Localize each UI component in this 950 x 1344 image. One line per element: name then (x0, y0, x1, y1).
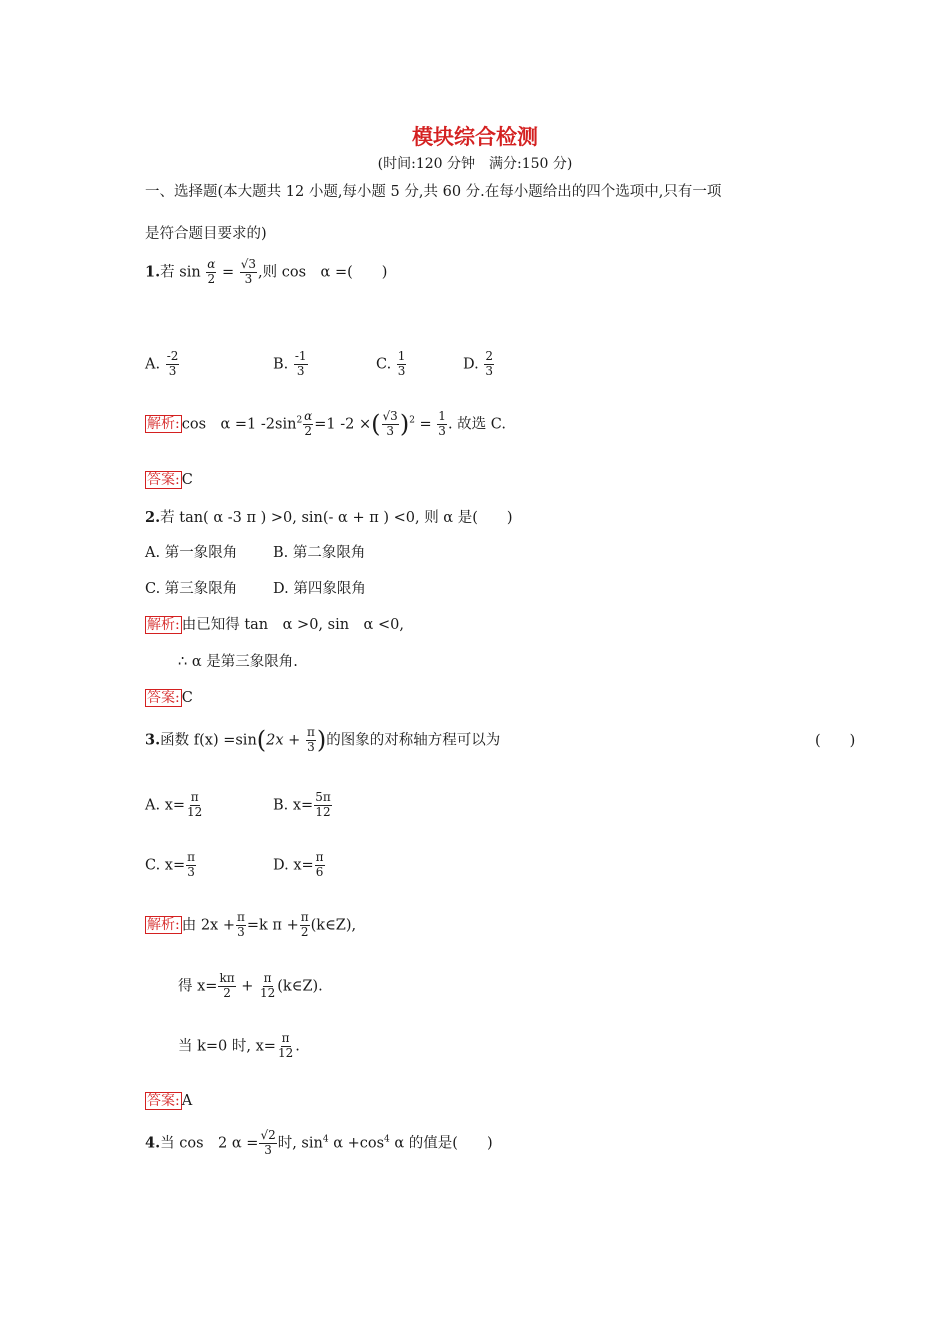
question-3-analysis: 解析: 由 2x + $\frac{\pi}{3}$ =k π + $\frac{\pi}{2}$ (k∈Z), (147, 910, 357, 939)
analysis-label: 解析: (147, 617, 180, 633)
question-1-stem: 1.若 sin $\frac{\alpha}{2}$ = $\frac{√3}{3}$ ,则 cos α =( ) (145, 257, 388, 286)
option-c: C. $\frac{1}{3}$ (376, 349, 406, 378)
question-2-analysis: 解析: 由已知得 tan α >0, sin α <0, (147, 617, 404, 633)
question-4-stem: 4.当 cos 2 α = $\frac{√2}{3}$ 时, $\sin^4 \alpha +\cos^4$ α 的值是( ) (145, 1128, 493, 1157)
question-3-analysis-line2: 得 x= $\frac{k\pi}{2}$ + $\frac{\pi}{12}$ (k∈Z). (178, 971, 323, 1000)
analysis-label: 解析: (147, 917, 180, 934)
question-1-analysis: 解析: cos α =1 $-2\sin^2$ $\frac{\alpha}{2}$ =1 -2 ×( $\frac{√3}{3}$ )$^2$ = $\frac{1}{3}$ . 故选 C. (147, 409, 506, 438)
page-title: 模块综合检测 (412, 124, 538, 149)
exam-info: (时间:120 分钟 满分:150 分) (377, 156, 573, 172)
question-number: 3. (145, 731, 161, 749)
question-2-analysis-line2: ∴ α 是第三象限角. (178, 654, 298, 670)
question-3-stem: 3.函数 f(x) =sin(2x + $\frac{\pi}{3}$ )的图象的对称轴方程可以为 (145, 725, 501, 754)
section-heading-line2: 是符合题目要求的) (145, 226, 267, 242)
analysis-label: 解析: (147, 416, 180, 433)
fraction: $\frac{\alpha}{2}$ (207, 257, 216, 286)
option-a: A. $\frac{-2}{3}$ (145, 349, 179, 378)
option-b: B. 第二象限角 (273, 545, 366, 561)
fraction: $\frac{√3}{3}$ (240, 257, 257, 286)
question-2-answer: 答案: C (147, 690, 193, 706)
question-2-stem: 2.若 tan( α -3 π ) >0, sin(- α + π ) <0, 则 α 是( ) (145, 509, 513, 526)
option-d: D. 第四象限角 (273, 581, 366, 597)
answer-label: 答案: (147, 1093, 180, 1109)
option-b: B. x= $\frac{5\pi}{12}$ (273, 790, 331, 819)
question-number: 4. (145, 1134, 161, 1152)
option-b: B. $\frac{-1}{3}$ (273, 349, 307, 378)
option-a: A. x= $\frac{\pi}{12}$ (145, 790, 203, 819)
answer-bracket: ( ) (815, 733, 856, 749)
answer-label: 答案: (147, 690, 180, 706)
question-3-analysis-line3: 当 k=0 时, x= $\frac{\pi}{12}$ . (178, 1031, 300, 1060)
option-a: A. 第一象限角 (145, 545, 238, 561)
question-3-answer: 答案: A (147, 1093, 193, 1109)
option-d: D. $\frac{2}{3}$ (463, 349, 493, 378)
question-number: 2. (145, 509, 161, 526)
question-number: 1. (145, 263, 161, 281)
option-c: C. 第三象限角 (145, 581, 238, 597)
section-heading-line1: 一、选择题(本大题共 12 小题,每小题 5 分,共 60 分.在每小题给出的四个选项中,只有一项 (145, 184, 722, 200)
answer-label: 答案: (147, 472, 180, 488)
option-d: D. x= $\frac{\pi}{6}$ (273, 850, 324, 879)
question-1-answer: 答案: C (147, 472, 193, 488)
option-c: C. x= $\frac{\pi}{3}$ (145, 850, 196, 879)
